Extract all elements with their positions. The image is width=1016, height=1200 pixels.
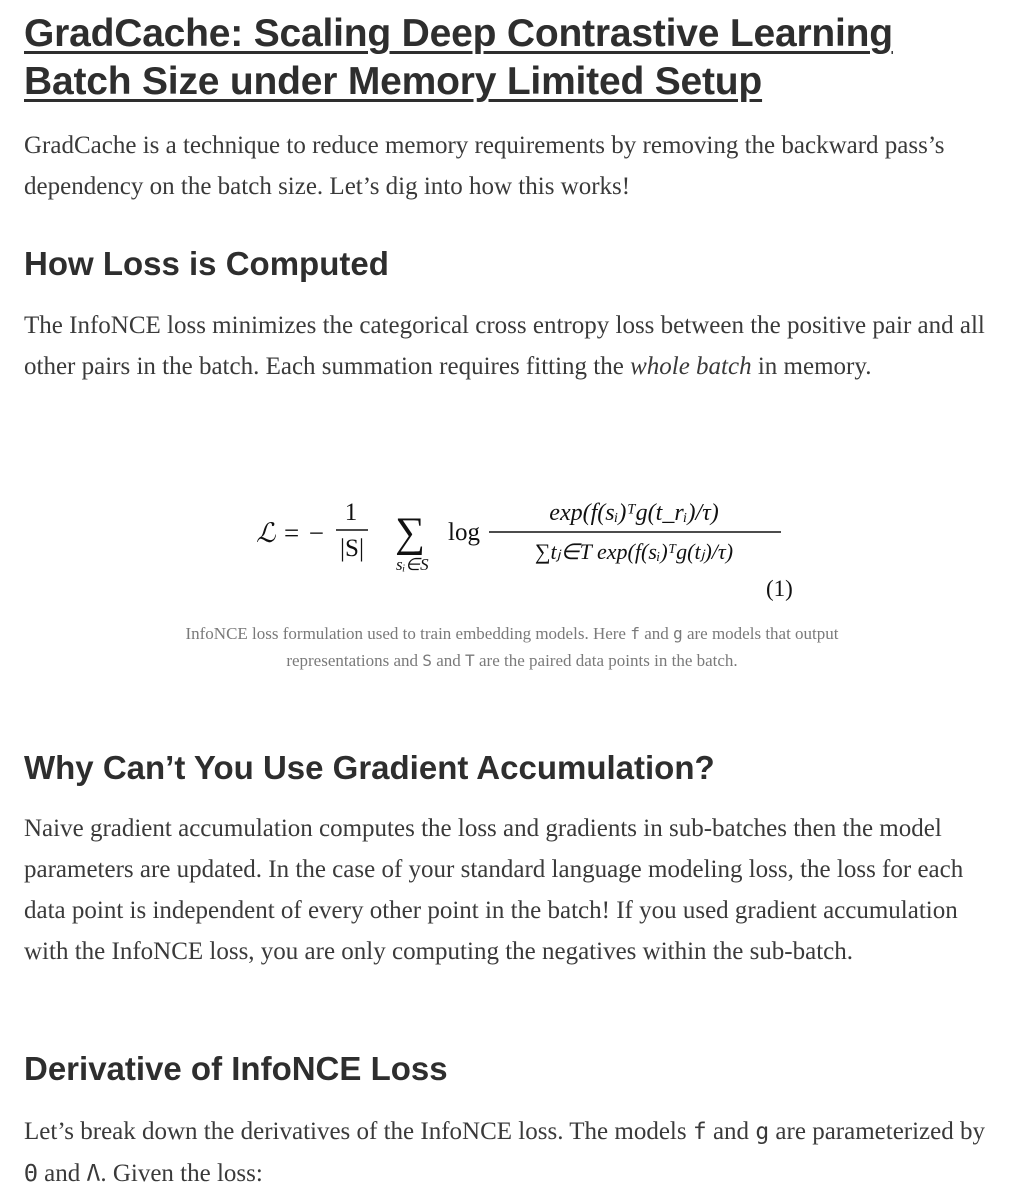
code-theta: Θ xyxy=(24,1161,38,1187)
intro-paragraph: GradCache is a technique to reduce memory requirements by removing the backward pass’s dependency on the batch size. Let’s dig into how this works! xyxy=(24,132,945,200)
equation-graphic xyxy=(24,480,999,615)
equation-number: (1) xyxy=(766,576,793,601)
caption-code-f: f xyxy=(630,624,640,643)
derivative-paragraph: Let’s break down the derivatives of the InfoNCE loss. The models f and g are parameterized by Θ and Λ. Given the loss: xyxy=(24,1118,986,1187)
code-g: g xyxy=(755,1119,770,1145)
loss-emphasis: whole batch xyxy=(630,353,752,380)
article-title[interactable]: GradCache: Scaling Deep Contrastive Learning Batch Size under Memory Limited Setup xyxy=(24,12,893,103)
equation-denominator: ∑tⱼ∈T exp(f(sᵢ)ᵀg(tⱼ)/τ) xyxy=(534,539,734,564)
section-heading-loss: How Loss is Computed xyxy=(24,245,389,282)
loss-text-2: in memory. xyxy=(751,353,872,380)
equation-sum-subscript: sᵢ∈S xyxy=(396,555,429,574)
loss-text-1: The InfoNCE loss minimizes the categorical cross entropy loss between the positive pair and all other pairs in the batch. Each summation requires fitting the xyxy=(24,312,985,380)
equation-caption: InfoNCE loss formulation used to train embedding models. Here f and g are models that output representations and S and T are the paired data points in the batch. xyxy=(185,624,839,670)
caption-code-t: T xyxy=(465,651,475,670)
loss-paragraph xyxy=(24,305,999,387)
section-heading-derivative: Derivative of InfoNCE Loss xyxy=(24,1050,448,1087)
equation-sum-symbol: ∑ xyxy=(395,510,425,556)
equation-log: log xyxy=(448,519,480,546)
grad-accum-paragraph: Naive gradient accumulation computes the loss and gradients in sub-batches then the model parameters are updated. In the case of your standard language modeling loss, the loss for each data point is independent of every other point in the batch! If you used gradient accumulation with the InfoNCE loss, you are only computing the negatives within the sub-batch. xyxy=(24,815,964,965)
equation-frac-denominator: |S| xyxy=(340,535,364,562)
caption-code-g: g xyxy=(672,624,683,643)
equation-frac-numerator: 1 xyxy=(344,499,358,526)
equation-numerator: exp(f(sᵢ)ᵀg(t_rᵢ)/τ) xyxy=(549,500,719,526)
infonce-equation xyxy=(24,480,999,615)
caption-code-s: S xyxy=(422,651,432,670)
equation-lhs: ℒ = − xyxy=(256,518,326,548)
code-lambda: Λ xyxy=(86,1161,101,1187)
code-f: f xyxy=(692,1119,707,1145)
section-heading-grad-accum: Why Can’t You Use Gradient Accumulation? xyxy=(24,749,715,786)
